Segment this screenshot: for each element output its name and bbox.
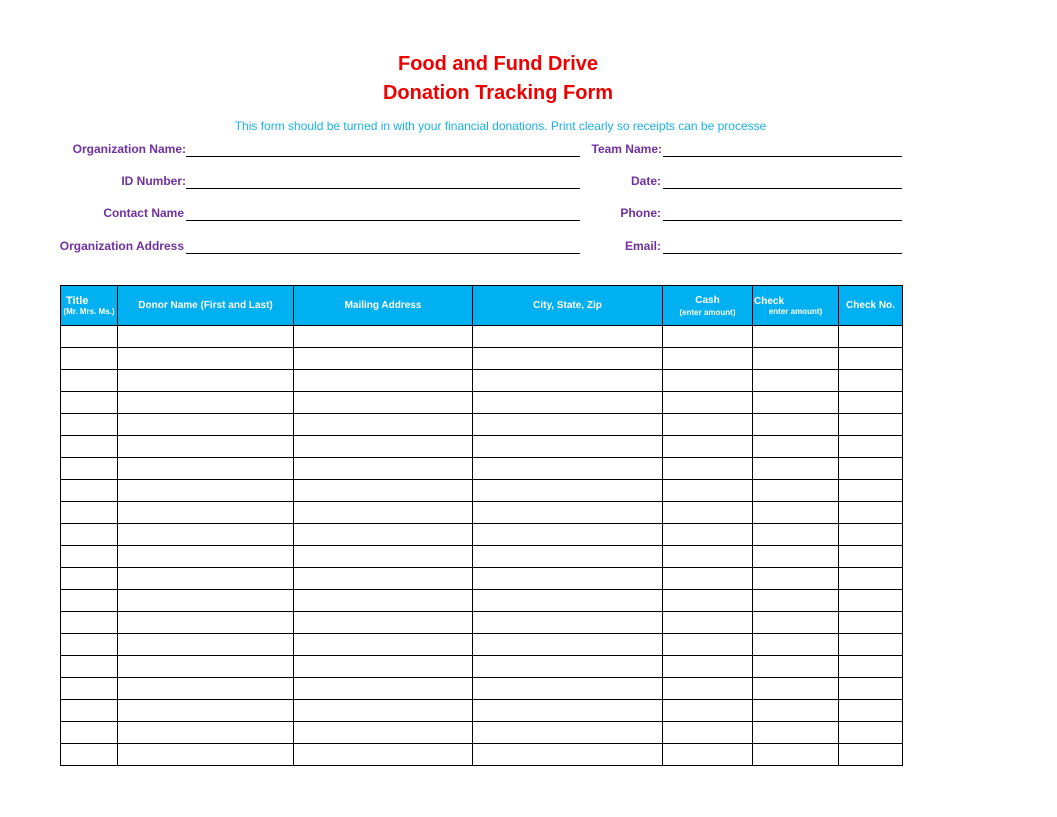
cell-city-state-zip[interactable] <box>473 524 663 546</box>
cell-check[interactable] <box>753 656 839 678</box>
cell-cash[interactable] <box>663 348 753 370</box>
cell-check[interactable] <box>753 722 839 744</box>
team-name-field[interactable] <box>663 156 902 157</box>
cell-cash[interactable] <box>663 370 753 392</box>
cell-donor-name[interactable] <box>118 656 294 678</box>
cell-title[interactable] <box>61 744 118 766</box>
phone-label: Phone: <box>620 206 661 220</box>
cell-title[interactable] <box>61 656 118 678</box>
cell-check[interactable] <box>753 678 839 700</box>
cell-check-no[interactable] <box>839 678 903 700</box>
cell-check-no[interactable] <box>839 502 903 524</box>
cell-check-no[interactable] <box>839 326 903 348</box>
header-donor-name: Donor Name (First and Last) <box>118 286 294 326</box>
cell-cash[interactable] <box>663 722 753 744</box>
cell-cash[interactable] <box>663 700 753 722</box>
cell-title[interactable] <box>61 502 118 524</box>
id-number-field[interactable] <box>186 188 580 189</box>
cell-cash[interactable] <box>663 546 753 568</box>
cell-cash[interactable] <box>663 414 753 436</box>
cell-cash[interactable] <box>663 480 753 502</box>
table-row <box>61 634 903 656</box>
table-row <box>61 326 903 348</box>
organization-name-field[interactable] <box>186 156 580 157</box>
cell-mailing-address[interactable] <box>294 414 473 436</box>
cell-city-state-zip[interactable] <box>473 370 663 392</box>
cell-cash[interactable] <box>663 392 753 414</box>
cell-check[interactable] <box>753 458 839 480</box>
cell-cash[interactable] <box>663 590 753 612</box>
cell-cash[interactable] <box>663 656 753 678</box>
cell-check[interactable] <box>753 744 839 766</box>
header-city-state-zip: City, State, Zip <box>473 286 663 326</box>
cell-cash[interactable] <box>663 744 753 766</box>
cell-city-state-zip[interactable] <box>473 436 663 458</box>
cell-check[interactable] <box>753 348 839 370</box>
cell-city-state-zip[interactable] <box>473 502 663 524</box>
cell-donor-name[interactable] <box>118 370 294 392</box>
cell-check-no[interactable] <box>839 590 903 612</box>
email-label: Email: <box>624 239 661 253</box>
cell-donor-name[interactable] <box>118 326 294 348</box>
cell-mailing-address[interactable] <box>294 480 473 502</box>
cell-city-state-zip[interactable] <box>473 546 663 568</box>
header-title <box>61 286 118 326</box>
cell-check[interactable] <box>753 590 839 612</box>
cell-title[interactable] <box>61 634 118 656</box>
cell-check-no[interactable] <box>839 524 903 546</box>
cell-mailing-address[interactable] <box>294 722 473 744</box>
header-check <box>753 286 839 326</box>
cell-check[interactable] <box>753 634 839 656</box>
cell-check-no[interactable] <box>839 480 903 502</box>
cell-title[interactable] <box>61 546 118 568</box>
cell-mailing-address[interactable] <box>294 590 473 612</box>
cell-cash[interactable] <box>663 436 753 458</box>
cell-mailing-address[interactable] <box>294 392 473 414</box>
table-body <box>61 326 903 766</box>
date-label: Date: <box>630 174 661 188</box>
header-title-sub: (Mr. Mrs. Ms.) <box>63 307 115 316</box>
cell-check-no[interactable] <box>839 722 903 744</box>
cell-check[interactable] <box>753 700 839 722</box>
cell-title[interactable] <box>61 722 118 744</box>
form-title-line1: Food and Fund Drive <box>398 53 598 75</box>
cell-donor-name[interactable] <box>118 634 294 656</box>
cell-check[interactable] <box>753 546 839 568</box>
table-row <box>61 370 903 392</box>
cell-city-state-zip[interactable] <box>473 326 663 348</box>
cell-mailing-address[interactable] <box>294 524 473 546</box>
cell-mailing-address[interactable] <box>294 458 473 480</box>
cell-mailing-address[interactable] <box>294 436 473 458</box>
organization-name-label: Organization Name: <box>72 142 186 156</box>
cell-check-no[interactable] <box>839 348 903 370</box>
cell-check[interactable] <box>753 502 839 524</box>
cell-title[interactable] <box>61 612 118 634</box>
table-row <box>61 744 903 766</box>
table-row <box>61 612 903 634</box>
cell-check[interactable] <box>753 392 839 414</box>
cell-title[interactable] <box>61 458 118 480</box>
cell-cash[interactable] <box>663 326 753 348</box>
cell-donor-name[interactable] <box>118 546 294 568</box>
form-title-line2: Donation Tracking Form <box>382 82 614 104</box>
table-row <box>61 458 903 480</box>
cell-city-state-zip[interactable] <box>473 392 663 414</box>
date-field[interactable] <box>663 188 902 189</box>
header-title-label: Title <box>66 295 89 307</box>
cell-cash[interactable] <box>663 678 753 700</box>
cell-title[interactable] <box>61 524 118 546</box>
cell-donor-name[interactable] <box>118 678 294 700</box>
table-row <box>61 568 903 590</box>
cell-check-no[interactable] <box>839 546 903 568</box>
cell-title[interactable] <box>61 414 118 436</box>
cell-city-state-zip[interactable] <box>473 612 663 634</box>
cell-city-state-zip[interactable] <box>473 634 663 656</box>
cell-donor-name[interactable] <box>118 700 294 722</box>
cell-check-no[interactable] <box>839 370 903 392</box>
header-cash-sub: (enter amount) <box>679 307 736 317</box>
cell-title[interactable] <box>61 348 118 370</box>
cell-check[interactable] <box>753 414 839 436</box>
cell-check-no[interactable] <box>839 392 903 414</box>
cell-city-state-zip[interactable] <box>473 590 663 612</box>
cell-mailing-address[interactable] <box>294 568 473 590</box>
cell-check[interactable] <box>753 524 839 546</box>
contact-name-field[interactable] <box>186 220 580 221</box>
cell-cash[interactable] <box>663 502 753 524</box>
cell-title[interactable] <box>61 590 118 612</box>
cell-title[interactable] <box>61 678 118 700</box>
cell-city-state-zip[interactable] <box>473 700 663 722</box>
cell-title[interactable] <box>61 568 118 590</box>
cell-donor-name[interactable] <box>118 612 294 634</box>
cell-cash[interactable] <box>663 524 753 546</box>
cell-check[interactable] <box>753 480 839 502</box>
table-row <box>61 480 903 502</box>
cell-city-state-zip[interactable] <box>473 568 663 590</box>
cell-city-state-zip[interactable] <box>473 458 663 480</box>
cell-mailing-address[interactable] <box>294 744 473 766</box>
cell-donor-name[interactable] <box>118 392 294 414</box>
table-row <box>61 590 903 612</box>
cell-donor-name[interactable] <box>118 590 294 612</box>
organization-address-label: Organization Address <box>59 239 184 253</box>
cell-donor-name[interactable] <box>118 480 294 502</box>
organization-address-field[interactable] <box>186 253 580 254</box>
cell-cash[interactable] <box>663 612 753 634</box>
phone-field[interactable] <box>663 220 902 221</box>
id-number-label: ID Number: <box>121 174 186 188</box>
cell-mailing-address[interactable] <box>294 700 473 722</box>
cell-mailing-address[interactable] <box>294 634 473 656</box>
cell-title[interactable] <box>61 480 118 502</box>
cell-cash[interactable] <box>663 458 753 480</box>
header-mailing-address: Mailing Address <box>294 286 473 326</box>
table-row <box>61 348 903 370</box>
cell-city-state-zip[interactable] <box>473 678 663 700</box>
cell-check[interactable] <box>753 436 839 458</box>
cell-mailing-address[interactable] <box>294 678 473 700</box>
cell-city-state-zip[interactable] <box>473 348 663 370</box>
instructions-text: This form should be turned in with your financial donations. Print clearly so receipts can be processe <box>234 119 767 133</box>
table-row <box>61 722 903 744</box>
table-row <box>61 502 903 524</box>
cell-mailing-address[interactable] <box>294 612 473 634</box>
header-check-label: Check <box>754 295 785 307</box>
cell-title[interactable] <box>61 326 118 348</box>
cell-mailing-address[interactable] <box>294 546 473 568</box>
cell-cash[interactable] <box>663 634 753 656</box>
cell-donor-name[interactable] <box>118 414 294 436</box>
table-row <box>61 436 903 458</box>
cell-donor-name[interactable] <box>118 568 294 590</box>
cell-mailing-address[interactable] <box>294 326 473 348</box>
cell-donor-name[interactable] <box>118 436 294 458</box>
header-check-sub: enter amount) <box>768 306 823 316</box>
cell-check[interactable] <box>753 612 839 634</box>
cell-mailing-address[interactable] <box>294 502 473 524</box>
table-row <box>61 678 903 700</box>
cell-donor-name[interactable] <box>118 502 294 524</box>
table-row <box>61 656 903 678</box>
cell-check-no[interactable] <box>839 612 903 634</box>
header-cash <box>663 286 753 326</box>
table-row <box>61 392 903 414</box>
cell-cash[interactable] <box>663 568 753 590</box>
cell-donor-name[interactable] <box>118 458 294 480</box>
cell-donor-name[interactable] <box>118 348 294 370</box>
cell-city-state-zip[interactable] <box>473 480 663 502</box>
cell-check-no[interactable] <box>839 458 903 480</box>
email-field[interactable] <box>663 253 902 254</box>
cell-title[interactable] <box>61 700 118 722</box>
cell-check-no[interactable] <box>839 744 903 766</box>
cell-check-no[interactable] <box>839 656 903 678</box>
cell-check[interactable] <box>753 326 839 348</box>
contact-name-label: Contact Name <box>103 206 184 220</box>
cell-donor-name[interactable] <box>118 524 294 546</box>
header-check-no: Check No. <box>839 286 903 326</box>
cell-city-state-zip[interactable] <box>473 656 663 678</box>
table-header-row <box>61 286 903 326</box>
cell-donor-name[interactable] <box>118 744 294 766</box>
table-row <box>61 414 903 436</box>
cell-check-no[interactable] <box>839 634 903 656</box>
cell-donor-name[interactable] <box>118 722 294 744</box>
cell-check-no[interactable] <box>839 700 903 722</box>
cell-mailing-address[interactable] <box>294 370 473 392</box>
team-name-label: Team Name: <box>591 142 662 156</box>
table-row <box>61 700 903 722</box>
cell-title[interactable] <box>61 370 118 392</box>
cell-city-state-zip[interactable] <box>473 722 663 744</box>
cell-mailing-address[interactable] <box>294 656 473 678</box>
cell-title[interactable] <box>61 392 118 414</box>
cell-city-state-zip[interactable] <box>473 744 663 766</box>
cell-check[interactable] <box>753 568 839 590</box>
cell-check-no[interactable] <box>839 436 903 458</box>
cell-check-no[interactable] <box>839 568 903 590</box>
donation-table <box>60 285 903 766</box>
cell-mailing-address[interactable] <box>294 348 473 370</box>
cell-check[interactable] <box>753 370 839 392</box>
table-row <box>61 546 903 568</box>
cell-check-no[interactable] <box>839 414 903 436</box>
cell-title[interactable] <box>61 436 118 458</box>
cell-city-state-zip[interactable] <box>473 414 663 436</box>
table-row <box>61 524 903 546</box>
header-cash-label: Cash <box>695 294 720 306</box>
